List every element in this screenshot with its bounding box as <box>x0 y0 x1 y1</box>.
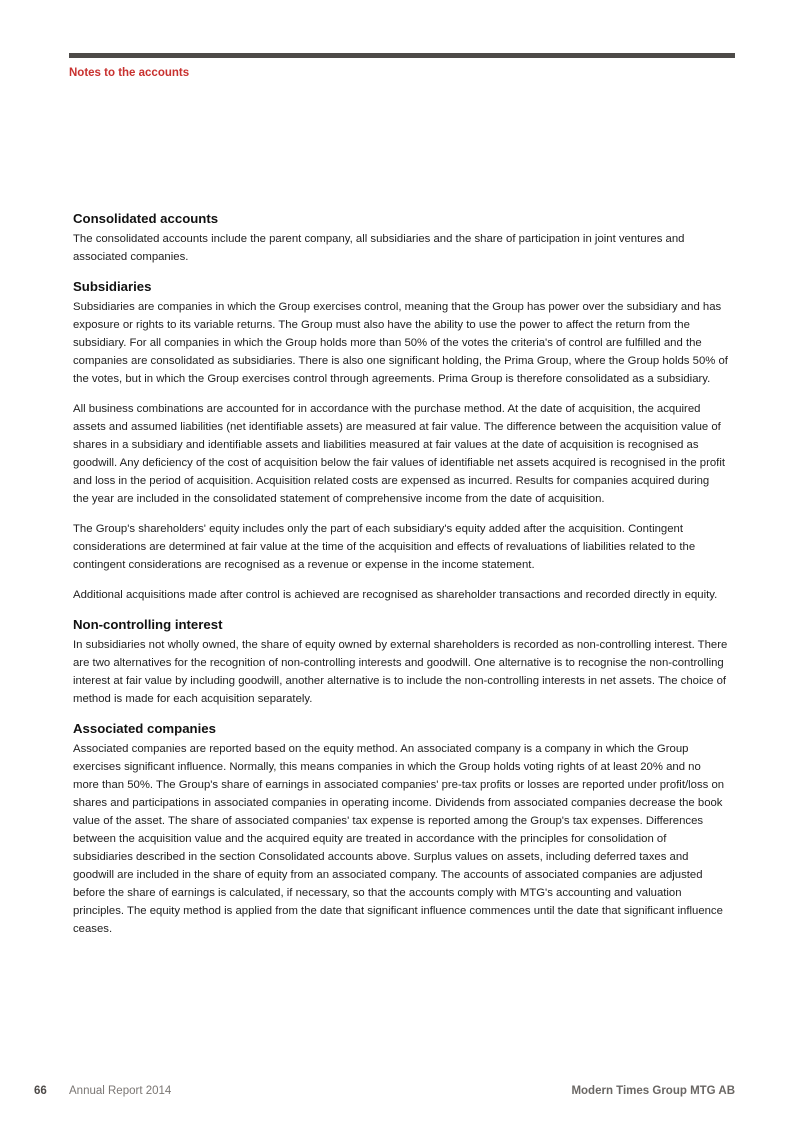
paragraph: The consolidated accounts include the parent company, all subsidiaries and the share of participation in joint ventures and associated companies. <box>73 233 685 263</box>
paragraph: Additional acquisitions made after control is achieved are recognised as shareholder transactions and recorded directly in equity. <box>73 589 718 601</box>
report-title: Annual Report 2014 <box>69 1085 172 1097</box>
section-label: Notes to the accounts <box>69 67 190 79</box>
company-name: Modern Times Group MTG AB <box>571 1085 735 1097</box>
paragraph: Subsidiaries are companies in which the Group exercises control, meaning that the Group has power over the subsidiary and has exposure or rights to its variable returns. The Group must also have the ability to use the power to affect the return from the subsidiary. For all companies in which the Group holds more than 50% of the votes the criteria's of control are fulfilled and the companies are consolidated as subsidiaries. There is also one significant holding, the Prima Group, where the Group holds 50% of the votes, but in which the Group exercises control through agreements. Prima Group is therefore consolidated as a subsidiary. <box>73 301 728 385</box>
page-number: 66 <box>34 1085 47 1097</box>
paragraph: All business combinations are accounted for in accordance with the purchase method. At the date of acquisition, the acquired assets and assumed liabilities (net identifiable assets) are measured at fair value. The difference between the acquisition value of shares in a subsidiary and identifiable assets and liabilities measured at fair values at the date of acquisition is recognised as goodwill. Any deficiency of the cost of acquisition below the fair values of identifiable net assets acquired is recognised in the profit and loss in the period of acquisition. Acquisition related costs are expensed as incurred. Results for companies acquired during the year are included in the consolidated statement of comprehensive income from the date of acquisition. <box>73 403 726 505</box>
section-heading: Associated companies <box>73 721 216 736</box>
paragraph: Associated companies are reported based on the equity method. An associated company is a company in which the Group exercises significant influence. Normally, this means companies in which the Group holds voting rights of at least 20% and no more than 50%. The Group's share of earnings in associated companies' pre-tax profits or losses are reported under profit/loss on shares and participations in associated companies in operating income. Dividends from associated companies decrease the book value of the asset. The share of associated companies' tax expense is reported among the Group's tax expenses. Differences between the acquisition value and the acquired equity are treated in accordance with the principles for consolidation of subsidiaries described in the section Consolidated accounts above. Surplus values on assets, including deferred taxes and goodwill are included in the share of equity from an associated company. The accounts of associated companies are adjusted before the share of earnings is calculated, if necessary, so that the accounts comply with MTG's accounting and valuation principles. The equity method is applied from the date that significant influence commences until the date that significant influence ceases. <box>73 743 725 935</box>
section-associated-companies <box>73 720 728 938</box>
section-consolidated-accounts <box>73 210 728 266</box>
paragraph: In subsidiaries not wholly owned, the share of equity owned by external shareholders is recorded as non-controlling interest. There are two alternatives for the recognition of non-controlling interests and goodwill. One alternative is to recognise the non-controlling interest at fair value by including goodwill, another alternative is to include the non-controlling interests in net assets. The choice of method is made for each acquisition separately. <box>73 639 728 705</box>
section-heading: Subsidiaries <box>73 279 152 294</box>
section-subsidiaries <box>73 278 728 604</box>
section-non-controlling-interest <box>73 616 728 708</box>
header-rule <box>69 53 735 58</box>
section-heading: Non-controlling interest <box>73 617 223 632</box>
document-body <box>73 210 728 950</box>
paragraph: The Group's shareholders' equity includes only the part of each subsidiary's equity added after the acquisition. Contingent considerations are determined at fair value at the time of the acquisition and effects of revaluations of liabilities related to the contingent considerations are recognised as a revenue or expense in the income statement. <box>73 523 696 571</box>
section-heading: Consolidated accounts <box>73 211 219 226</box>
